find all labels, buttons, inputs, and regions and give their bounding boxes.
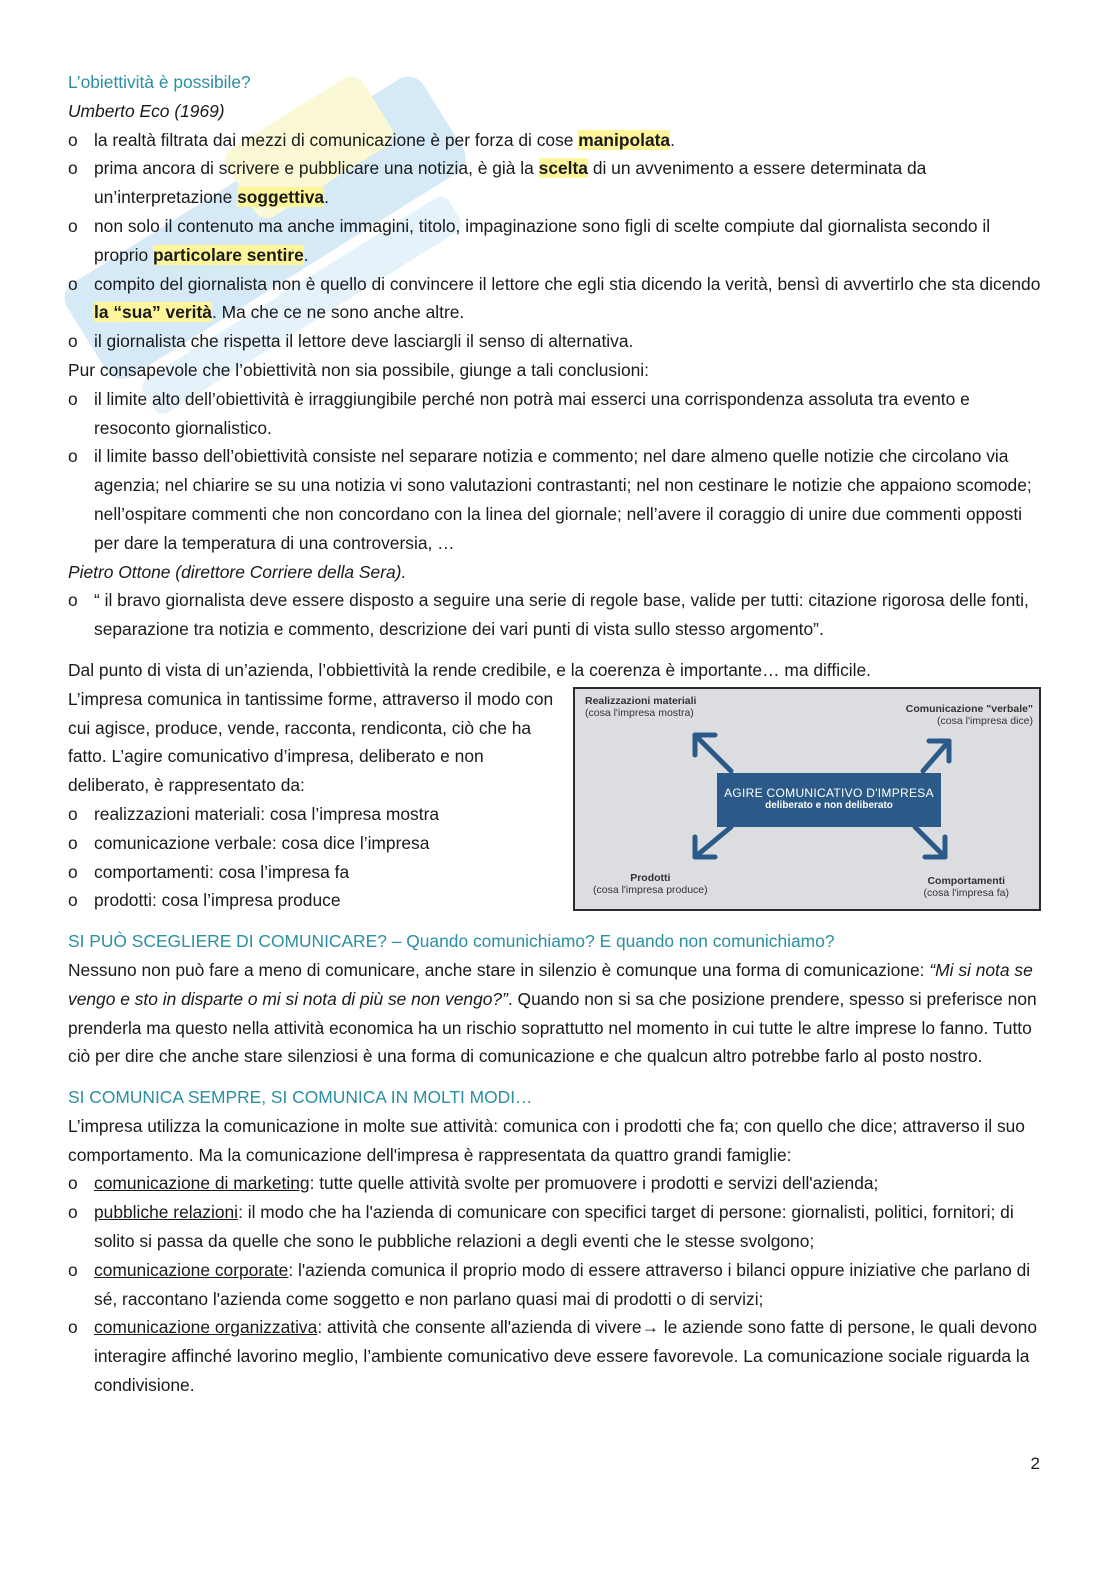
paragraph: L’impresa comunica in tantissime forme, attraverso il modo con cui agisce, produce, vende, racconta, rendiconta, ciò che ha fatto. L’agire comunicativo d’impresa, deliberato e non deliberato, è rappresentato da: bbox=[68, 688, 554, 796]
agire-comunicativo-figure bbox=[573, 687, 1041, 911]
main-content bbox=[68, 68, 1043, 1400]
highlight: la “sua” verità bbox=[94, 302, 212, 323]
list-item: o il limite basso dell’obiettività consiste nel separare notizia e commento; nel dare almeno quelle notizie che circolano via agenzia; nel chiarire se su una notizia vi sono valutazioni contrastanti; nel non cestinare le notizie che appaiono scomode; nell’ospitare commenti che non concordano con la linea del giornale; nell’avere il coraggio di unire due commenti opposti per dare la temperatura di una controversia, … bbox=[68, 442, 1043, 557]
highlight: scelta bbox=[538, 158, 588, 179]
list-item: o realizzazioni materiali: cosa l’impresa mostra bbox=[68, 800, 558, 829]
list-item: o comunicazione verbale: cosa dice l’impresa bbox=[68, 829, 558, 858]
arrow-top-left bbox=[695, 735, 731, 771]
arrow-bottom-right bbox=[915, 827, 945, 857]
term: comunicazione corporate bbox=[94, 1259, 289, 1280]
figure-label-bottom-left: Prodotti (cosa l'impresa produce) bbox=[593, 871, 708, 896]
section-heading-objectivity: L’obiettività è possibile? bbox=[68, 72, 251, 92]
list-item: o non solo il contenuto ma anche immagini, titolo, impaginazione sono figli di scelte compiute dal giornalista secondo il proprio particolare sentire. bbox=[68, 212, 1043, 270]
conclusions-list bbox=[68, 385, 1043, 558]
author-ottone: Pietro Ottone (direttore Corriere della Sera). bbox=[68, 561, 407, 582]
figure-label-bottom-right: Comportamenti (cosa l'impresa fa) bbox=[923, 874, 1009, 899]
ottone-quote-list bbox=[68, 586, 1043, 644]
list-item: o comunicazione di marketing: tutte quelle attività svolte per promuovere i prodotti e servizi dell'azienda; bbox=[68, 1169, 1043, 1198]
families-list bbox=[68, 1169, 1043, 1399]
agire-list bbox=[68, 800, 558, 915]
term: pubbliche relazioni bbox=[94, 1202, 239, 1223]
text-figure-row bbox=[68, 685, 1043, 915]
list-item: o comunicazione corporate: l'azienda comunica il proprio modo di essere attraverso i bilanci oppure iniziative che parlano di sé, raccontano l'azienda come soggetto e non parlano quasi mai di prodotti o di servizi; bbox=[68, 1256, 1043, 1314]
paragraph: Nessuno non può fare a meno di comunicare, anche stare in silenzio è comunque una forma di comunicazione: “Mi si nota se vengo e sto in disparte o mi si nota di più se non vengo?”. Quando non si sa che posizione prendere, spesso si preferisce non prenderla ma questo nella attività economica ha un rischio soprattutto nel momento in cui tutte le altre imprese lo fanno. Tutto ciò per dire che anche stare silenziosi è una forma di comunicazione e che qualcun altro potrebbe farlo al posto nostro. bbox=[68, 959, 1037, 1067]
quote: “Mi si nota se vengo e sto in disparte o mi si nota di più se non vengo?” bbox=[68, 959, 1033, 1009]
figure-label-top-right: Comunicazione "verbale" (cosa l'impresa dice) bbox=[905, 702, 1033, 727]
arrow-bottom-left bbox=[695, 827, 731, 857]
list-item: o compito del giornalista non è quello di convincere il lettore che egli stia dicendo la verità, bensì di avvertirlo che sta dicendo la “sua” verità. Ma che ce ne sono anche altre. bbox=[68, 270, 1043, 328]
figure-center-box: AGIRE COMUNICATIVO D'IMPRESA deliberato e non deliberato bbox=[717, 773, 941, 827]
arrow-top-right bbox=[923, 741, 949, 771]
list-item: o il giornalista che rispetta il lettore deve lasciargli il senso di alternativa. bbox=[68, 327, 1043, 356]
page-number: 2 bbox=[1030, 1454, 1040, 1473]
term: comunicazione di marketing bbox=[94, 1173, 310, 1194]
eco-bullet-list bbox=[68, 126, 1043, 356]
list-item: o comunicazione organizzativa: attività che consente all'azienda di vivere→ le aziende sono fatte di persone, le quali devono interagire affinché lavorino meglio, l’ambiente comunicativo deve essere favorevole. La comunicazione sociale riguarda la condivisione. bbox=[68, 1313, 1043, 1399]
list-item: o “ il bravo giornalista deve essere disposto a seguire una serie di regole base, valide per tutti: citazione rigorosa delle fonti, separazione tra notizia e commento, descrizione dei vari punti di vista sullo stesso argomento”. bbox=[68, 586, 1043, 644]
list-item: o pubbliche relazioni: il modo che ha l'azienda di comunicare con specifici target di persone: giornalisti, politici, fornitori; di solito si passa da quelle che sono le pubbliche relazioni a degli eventi che le stesse svolgono; bbox=[68, 1198, 1043, 1256]
list-item: o prodotti: cosa l’impresa produce bbox=[68, 886, 558, 915]
list-item: o la realtà filtrata dai mezzi di comunicazione è per forza di cose manipolata. bbox=[68, 126, 1043, 155]
list-item: o comportamenti: cosa l’impresa fa bbox=[68, 858, 558, 887]
text-column bbox=[68, 685, 558, 915]
list-item: o il limite alto dell’obiettività è irraggiungibile perché non potrà mai esserci una corrispondenza assoluta tra evento e resoconto giornalistico. bbox=[68, 385, 1043, 443]
section-heading-always: SI COMUNICA SEMPRE, SI COMUNICA IN MOLTI MODI… bbox=[68, 1087, 533, 1108]
paragraph: L’impresa utilizza la comunicazione in molte sue attività: comunica con i prodotti che fa; con quello che dice; attraverso il suo comportamento. Ma la comunicazione dell'impresa è rappresentata da quattro grandi famiglie: bbox=[68, 1115, 1025, 1165]
highlight: particolare sentire bbox=[152, 244, 304, 265]
section-heading-choose: SI PUÒ SCEGLIERE DI COMUNICARE? – Quando comunichiamo? E quando non comunichiamo? bbox=[68, 931, 835, 952]
author-eco: Umberto Eco (1969) bbox=[68, 100, 225, 121]
highlight: soggettiva bbox=[237, 187, 325, 208]
highlight: manipolata bbox=[578, 129, 671, 150]
paragraph: Dal punto di vista di un’azienda, l’obbiettività la rende credibile, e la coerenza è importante… ma difficile. bbox=[68, 659, 871, 680]
figure-label-top-left: Realizzazioni materiali (cosa l'impresa mostra) bbox=[585, 694, 697, 719]
term: comunicazione organizzativa bbox=[94, 1317, 318, 1338]
list-item: o prima ancora di scrivere e pubblicare una notizia, è già la scelta di un avvenimento a essere determinata da un’interpretazione soggettiva. bbox=[68, 154, 1043, 212]
paragraph: Pur consapevole che l’obiettività non sia possibile, giunge a tali conclusioni: bbox=[68, 359, 650, 380]
